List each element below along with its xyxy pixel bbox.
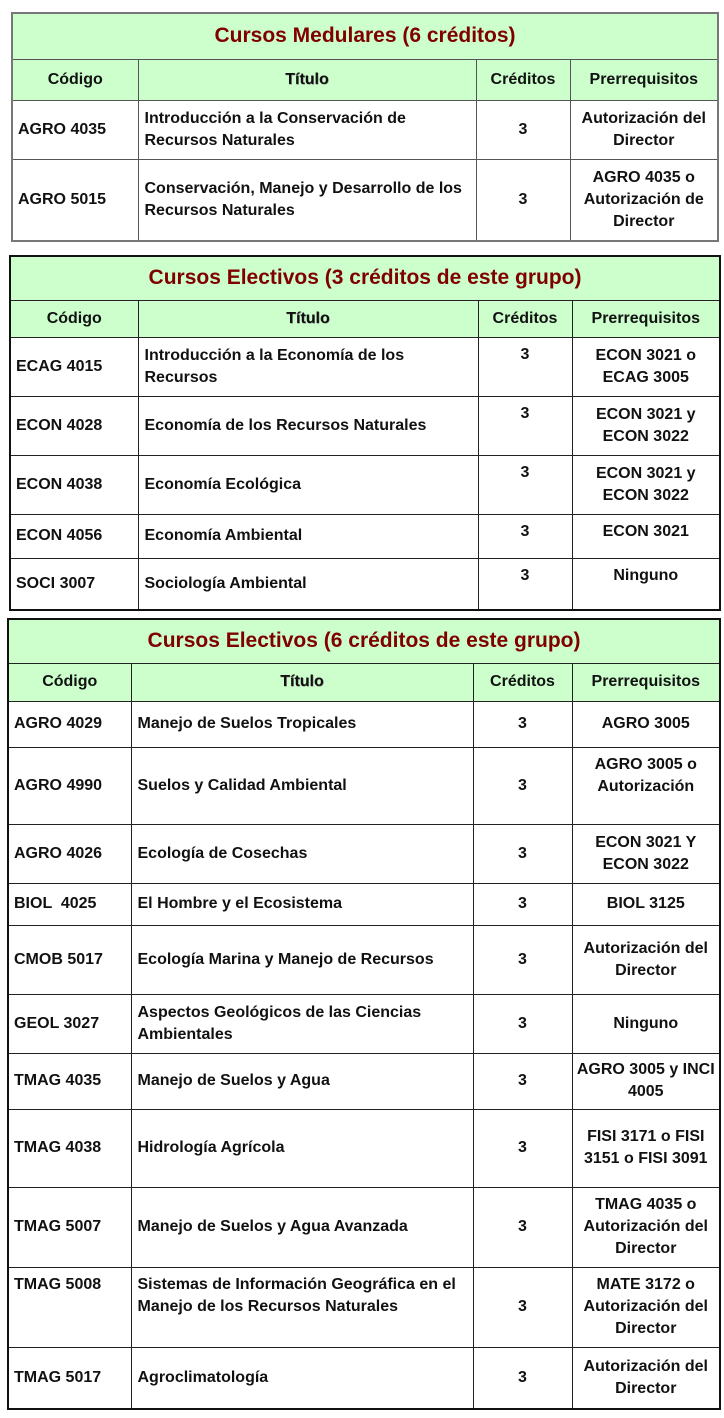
cell-prerrequisitos: Ninguno bbox=[572, 994, 720, 1053]
cell-prerrequisitos: TMAG 4035 o Autorización del Director bbox=[572, 1187, 720, 1267]
table-row bbox=[8, 925, 720, 994]
header-codigo: Código bbox=[10, 300, 138, 337]
cell-codigo: TMAG 5007 bbox=[8, 1187, 131, 1267]
cell-titulo: Hidrología Agrícola bbox=[131, 1109, 473, 1187]
header-creditos: Créditos bbox=[476, 59, 570, 100]
table-row bbox=[8, 824, 720, 883]
cell-codigo: GEOL 3027 bbox=[8, 994, 131, 1053]
table-row bbox=[10, 514, 720, 558]
cell-creditos: 3 bbox=[478, 337, 572, 396]
cell-codigo: ECAG 4015 bbox=[10, 337, 138, 396]
cell-titulo: Suelos y Calidad Ambiental bbox=[131, 747, 473, 824]
table-row bbox=[8, 994, 720, 1053]
header-titulo: Título bbox=[138, 300, 478, 337]
cell-codigo: AGRO 4029 bbox=[8, 701, 131, 747]
cell-titulo: Economía Ambiental bbox=[138, 514, 478, 558]
cell-prerrequisitos: Autorización del Director bbox=[572, 1347, 720, 1409]
cell-codigo: SOCI 3007 bbox=[10, 558, 138, 610]
cell-titulo: Aspectos Geológicos de las Ciencias Ambientales bbox=[131, 994, 473, 1053]
cell-titulo: Introducción a la Economía de los Recursos bbox=[138, 337, 478, 396]
cell-prerrequisitos: ECON 3021 bbox=[572, 514, 720, 558]
section-title: Cursos Medulares (6 créditos) bbox=[12, 13, 718, 59]
cell-codigo: AGRO 5015 bbox=[12, 159, 138, 241]
header-prerrequisitos: Prerrequisitos bbox=[570, 59, 718, 100]
cell-codigo: AGRO 4035 bbox=[12, 100, 138, 159]
cell-prerrequisitos: Autorización del Director bbox=[570, 100, 718, 159]
table-row bbox=[8, 1187, 720, 1267]
cell-creditos: 3 bbox=[478, 558, 572, 610]
cell-prerrequisitos: AGRO 3005 bbox=[572, 701, 720, 747]
cell-prerrequisitos: BIOL 3125 bbox=[572, 883, 720, 925]
section-title: Cursos Electivos (3 créditos de este grupo) bbox=[10, 256, 720, 300]
cell-creditos: 3 bbox=[476, 100, 570, 159]
cell-creditos: 3 bbox=[478, 455, 572, 514]
cell-creditos: 3 bbox=[478, 514, 572, 558]
cell-codigo: CMOB 5017 bbox=[8, 925, 131, 994]
cell-prerrequisitos: MATE 3172 o Autorización del Director bbox=[572, 1267, 720, 1347]
header-creditos: Créditos bbox=[473, 663, 572, 701]
table-row bbox=[10, 396, 720, 455]
cell-codigo: AGRO 4026 bbox=[8, 824, 131, 883]
table-row bbox=[12, 159, 718, 241]
cell-prerrequisitos: ECON 3021 o ECAG 3005 bbox=[572, 337, 720, 396]
header-creditos: Créditos bbox=[478, 300, 572, 337]
cell-prerrequisitos: ECON 3021 y ECON 3022 bbox=[572, 396, 720, 455]
cell-codigo: TMAG 4035 bbox=[8, 1053, 131, 1109]
cell-prerrequisitos: Autorización del Director bbox=[572, 925, 720, 994]
cell-creditos: 3 bbox=[473, 1053, 572, 1109]
cell-prerrequisitos: AGRO 3005 y INCI 4005 bbox=[572, 1053, 720, 1109]
cell-titulo: Manejo de Suelos Tropicales bbox=[131, 701, 473, 747]
cell-creditos: 3 bbox=[473, 701, 572, 747]
table-row bbox=[12, 100, 718, 159]
cell-titulo: Ecología de Cosechas bbox=[131, 824, 473, 883]
cell-codigo: ECON 4028 bbox=[10, 396, 138, 455]
cell-codigo: ECON 4038 bbox=[10, 455, 138, 514]
cell-prerrequisitos: ECON 3021 Y ECON 3022 bbox=[572, 824, 720, 883]
cell-codigo: TMAG 4038 bbox=[8, 1109, 131, 1187]
table-row bbox=[8, 883, 720, 925]
header-prerrequisitos: Prerrequisitos bbox=[572, 300, 720, 337]
table-row bbox=[8, 1053, 720, 1109]
table-row bbox=[8, 747, 720, 824]
section-title: Cursos Electivos (6 créditos de este grupo) bbox=[8, 619, 720, 663]
cell-codigo: ECON 4056 bbox=[10, 514, 138, 558]
cell-prerrequisitos: AGRO 3005 o Autorización bbox=[572, 747, 720, 824]
cell-codigo: BIOL 4025 bbox=[8, 883, 131, 925]
cell-creditos: 3 bbox=[473, 994, 572, 1053]
cell-codigo: AGRO 4990 bbox=[8, 747, 131, 824]
header-codigo: Código bbox=[8, 663, 131, 701]
cell-titulo: Sociología Ambiental bbox=[138, 558, 478, 610]
table-cursos-medulares bbox=[11, 12, 719, 242]
cell-prerrequisitos: AGRO 4035 o Autorización de Director bbox=[570, 159, 718, 241]
cell-creditos: 3 bbox=[473, 1187, 572, 1267]
table-cursos-electivos-6 bbox=[7, 618, 721, 1410]
table-row bbox=[10, 558, 720, 610]
cell-creditos: 3 bbox=[473, 824, 572, 883]
cell-titulo: Agroclimatología bbox=[131, 1347, 473, 1409]
cell-titulo: Manejo de Suelos y Agua bbox=[131, 1053, 473, 1109]
cell-creditos: 3 bbox=[476, 159, 570, 241]
cell-creditos: 3 bbox=[473, 1267, 572, 1347]
cell-prerrequisitos: FISI 3171 o FISI 3151 o FISI 3091 bbox=[572, 1109, 720, 1187]
cell-titulo: Conservación, Manejo y Desarrollo de los Recursos Naturales bbox=[138, 159, 476, 241]
table-row bbox=[8, 701, 720, 747]
header-titulo: Título bbox=[138, 59, 476, 100]
table-row bbox=[8, 1267, 720, 1347]
table-cursos-electivos-3 bbox=[9, 255, 721, 611]
header-codigo: Código bbox=[12, 59, 138, 100]
cell-titulo: Economía de los Recursos Naturales bbox=[138, 396, 478, 455]
cell-titulo: Ecología Marina y Manejo de Recursos bbox=[131, 925, 473, 994]
table-row bbox=[10, 337, 720, 396]
table-row bbox=[8, 1109, 720, 1187]
cell-creditos: 3 bbox=[473, 925, 572, 994]
cell-creditos: 3 bbox=[473, 747, 572, 824]
cell-titulo: Sistemas de Información Geográfica en el Manejo de los Recursos Naturales bbox=[131, 1267, 473, 1347]
cell-titulo: Manejo de Suelos y Agua Avanzada bbox=[131, 1187, 473, 1267]
cell-titulo: Introducción a la Conservación de Recursos Naturales bbox=[138, 100, 476, 159]
table-row bbox=[10, 455, 720, 514]
cell-creditos: 3 bbox=[473, 883, 572, 925]
cell-codigo: TMAG 5017 bbox=[8, 1347, 131, 1409]
cell-codigo: TMAG 5008 bbox=[8, 1267, 131, 1347]
cell-creditos: 3 bbox=[473, 1109, 572, 1187]
cell-prerrequisitos: ECON 3021 y ECON 3022 bbox=[572, 455, 720, 514]
cell-titulo: Economía Ecológica bbox=[138, 455, 478, 514]
cell-titulo: El Hombre y el Ecosistema bbox=[131, 883, 473, 925]
table-row bbox=[8, 1347, 720, 1409]
header-titulo: Título bbox=[131, 663, 473, 701]
cell-creditos: 3 bbox=[478, 396, 572, 455]
cell-prerrequisitos: Ninguno bbox=[572, 558, 720, 610]
cell-creditos: 3 bbox=[473, 1347, 572, 1409]
header-prerrequisitos: Prerrequisitos bbox=[572, 663, 720, 701]
